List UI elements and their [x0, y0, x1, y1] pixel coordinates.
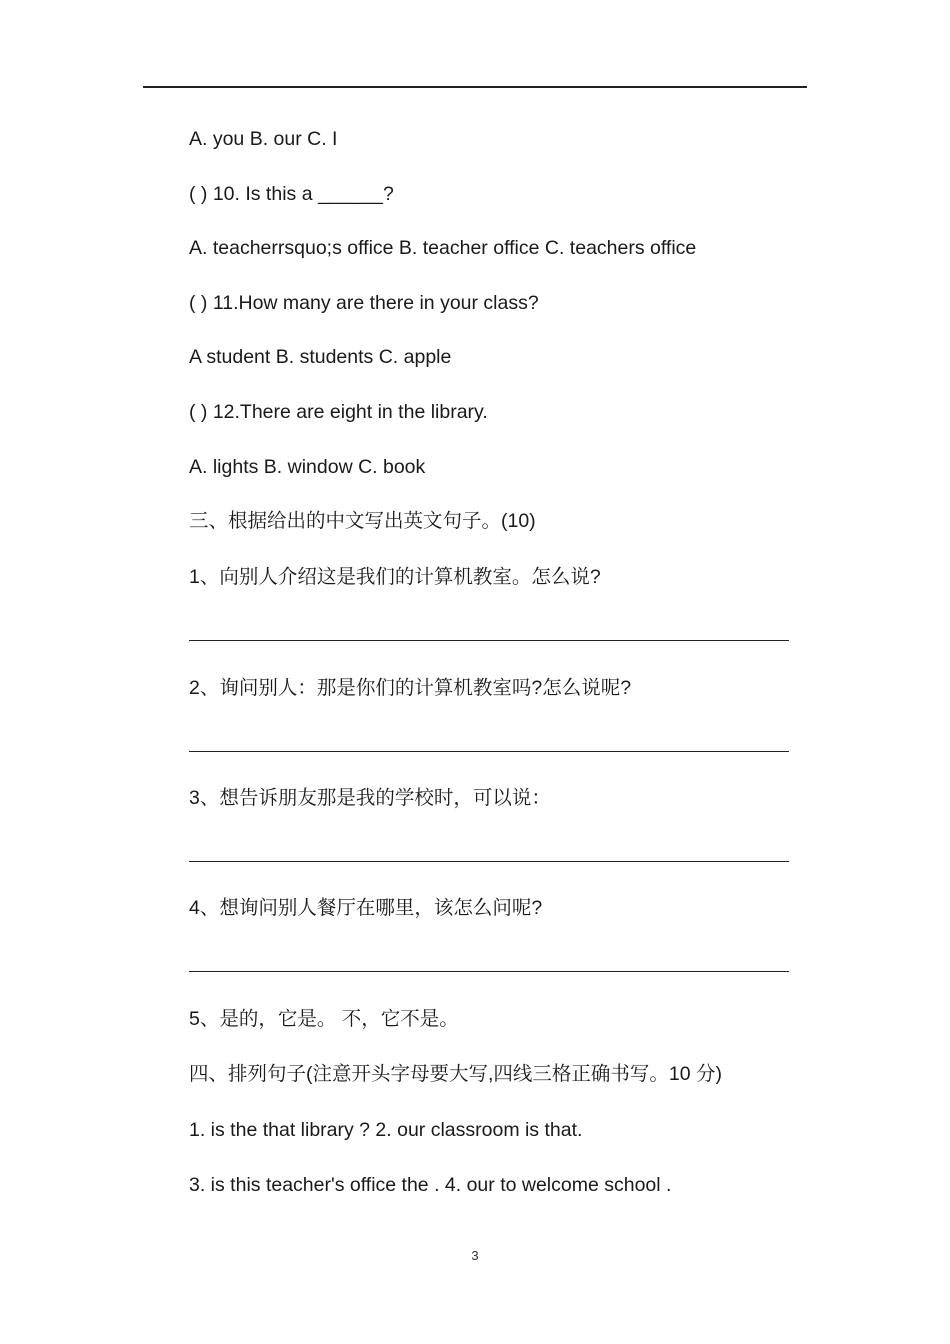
- translation-item-3: 3、想告诉朋友那是我的学校时，可以说：: [189, 787, 551, 809]
- question-11: ( ) 11.How many are there in your class?: [189, 292, 539, 314]
- section-4-heading: 四、排列句子(注意开头字母要大写,四线三格正确书写。10 分): [189, 1063, 723, 1085]
- options-q10: A. teacherrsquo;s office B. teacher office C. teachers office: [189, 237, 697, 259]
- question-12: ( ) 12.There are eight in the library.: [189, 401, 488, 423]
- page-number: 3: [471, 1248, 479, 1263]
- reorder-items-3-4: 3. is this teacher's office the . 4. our to welcome school .: [189, 1174, 672, 1196]
- section-3-heading: 三、根据给出的中文写出英文句子。(10): [189, 510, 536, 532]
- answer-line-2: [189, 751, 789, 752]
- options-q11: A student B. students C. apple: [189, 346, 452, 368]
- question-10: ( ) 10. Is this a ______?: [189, 183, 394, 205]
- translation-item-2: 2、询问别人：那是你们的计算机教室吗?怎么说呢?: [189, 677, 632, 699]
- answer-line-4: [189, 971, 789, 972]
- answer-line-3: [189, 861, 789, 862]
- translation-item-4: 4、想询问别人餐厅在哪里，该怎么问呢?: [189, 897, 543, 919]
- reorder-items-1-2: 1. is the that library ? 2. our classroom is that.: [189, 1119, 583, 1141]
- header-rule: [143, 86, 807, 88]
- translation-item-1: 1、向别人介绍这是我们的计算机教室。怎么说?: [189, 566, 601, 588]
- answer-line-1: [189, 640, 789, 641]
- translation-item-5: 5、是的，它是。 不，它不是。: [189, 1008, 459, 1030]
- options-q12: A. lights B. window C. book: [189, 456, 426, 478]
- options-q9: A. you B. our C. I: [189, 128, 338, 150]
